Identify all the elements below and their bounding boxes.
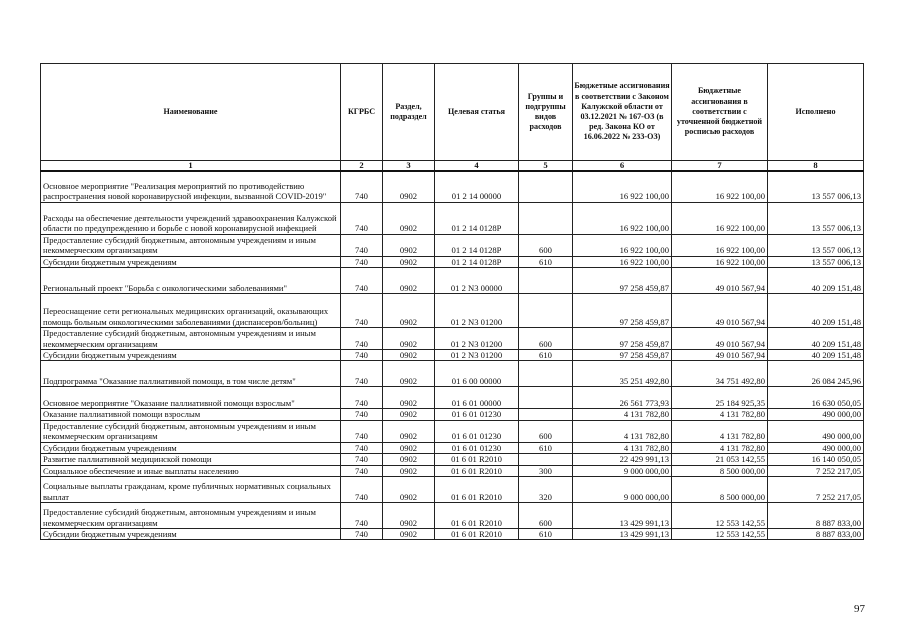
row-name: Субсидии бюджетным учреждениям bbox=[41, 349, 341, 360]
row-refined-amount: 16 922 100,00 bbox=[672, 256, 768, 267]
row-kgrbs: 740 bbox=[341, 361, 383, 387]
table-row bbox=[41, 202, 864, 234]
row-group: 600 bbox=[519, 234, 573, 256]
row-refined-amount: 12 553 142,55 bbox=[672, 502, 768, 528]
row-name: Субсидии бюджетным учреждениям bbox=[41, 442, 341, 453]
table-row bbox=[41, 442, 864, 453]
row-executed-amount: 40 209 151,48 bbox=[768, 293, 864, 327]
row-group: 600 bbox=[519, 502, 573, 528]
table-row bbox=[41, 327, 864, 349]
row-refined-amount: 16 922 100,00 bbox=[672, 234, 768, 256]
row-target: 01 2 14 0128Р bbox=[435, 256, 519, 267]
row-executed-amount: 13 557 006,13 bbox=[768, 202, 864, 234]
table-row bbox=[41, 502, 864, 528]
table-row bbox=[41, 234, 864, 256]
row-target: 01 6 01 R2010 bbox=[435, 454, 519, 465]
row-refined-amount: 4 131 782,80 bbox=[672, 409, 768, 420]
row-group: 610 bbox=[519, 442, 573, 453]
header-refined-assignments: Бюджетные ассигнования в соответствии с уточненной бюджетной росписью расходов bbox=[672, 64, 768, 161]
row-refined-amount: 49 010 567,94 bbox=[672, 349, 768, 360]
row-group: 320 bbox=[519, 476, 573, 502]
row-group bbox=[519, 202, 573, 234]
row-law-amount: 4 131 782,80 bbox=[573, 442, 672, 453]
row-executed-amount: 490 000,00 bbox=[768, 420, 864, 442]
row-section: 0902 bbox=[383, 454, 435, 465]
row-name: Субсидии бюджетным учреждениям bbox=[41, 256, 341, 267]
row-group: 610 bbox=[519, 256, 573, 267]
row-group bbox=[519, 293, 573, 327]
row-section: 0902 bbox=[383, 234, 435, 256]
row-group: 610 bbox=[519, 528, 573, 539]
row-section: 0902 bbox=[383, 267, 435, 293]
budget-table bbox=[40, 63, 864, 540]
row-kgrbs: 740 bbox=[341, 409, 383, 420]
row-kgrbs: 740 bbox=[341, 454, 383, 465]
row-law-amount: 97 258 459,87 bbox=[573, 327, 672, 349]
row-kgrbs: 740 bbox=[341, 528, 383, 539]
header-kgrbs: КГРБС bbox=[341, 64, 383, 161]
row-target: 01 6 00 00000 bbox=[435, 361, 519, 387]
row-law-amount: 4 131 782,80 bbox=[573, 409, 672, 420]
row-kgrbs: 740 bbox=[341, 327, 383, 349]
row-name: Предоставление субсидий бюджетным, автономным учреждениям и иным некоммерческим организациям bbox=[41, 420, 341, 442]
table-row bbox=[41, 409, 864, 420]
row-group bbox=[519, 361, 573, 387]
row-section: 0902 bbox=[383, 465, 435, 476]
column-number: 7 bbox=[672, 161, 768, 172]
column-number-row bbox=[41, 161, 864, 172]
row-law-amount: 9 000 000,00 bbox=[573, 476, 672, 502]
row-section: 0902 bbox=[383, 256, 435, 267]
row-name: Региональный проект "Борьба с онкологическими заболеваниями" bbox=[41, 267, 341, 293]
row-section: 0902 bbox=[383, 361, 435, 387]
row-kgrbs: 740 bbox=[341, 465, 383, 476]
row-section: 0902 bbox=[383, 476, 435, 502]
row-law-amount: 16 922 100,00 bbox=[573, 171, 672, 202]
row-target: 01 2 14 0128Р bbox=[435, 234, 519, 256]
row-law-amount: 97 258 459,87 bbox=[573, 267, 672, 293]
row-target: 01 6 01 R2010 bbox=[435, 502, 519, 528]
row-refined-amount: 49 010 567,94 bbox=[672, 293, 768, 327]
row-kgrbs: 740 bbox=[341, 349, 383, 360]
row-section: 0902 bbox=[383, 171, 435, 202]
row-law-amount: 22 429 991,13 bbox=[573, 454, 672, 465]
table-row bbox=[41, 528, 864, 539]
row-law-amount: 9 000 000,00 bbox=[573, 465, 672, 476]
row-refined-amount: 25 184 925,35 bbox=[672, 387, 768, 409]
row-group bbox=[519, 267, 573, 293]
table-row bbox=[41, 387, 864, 409]
row-refined-amount: 49 010 567,94 bbox=[672, 267, 768, 293]
row-target: 01 6 01 00000 bbox=[435, 387, 519, 409]
row-target: 01 6 01 R2010 bbox=[435, 465, 519, 476]
table-row bbox=[41, 349, 864, 360]
table-row bbox=[41, 465, 864, 476]
row-executed-amount: 7 252 217,05 bbox=[768, 476, 864, 502]
row-law-amount: 4 131 782,80 bbox=[573, 420, 672, 442]
row-group bbox=[519, 409, 573, 420]
row-name: Основное мероприятие "Реализация мероприятий по противодействию распространения новой коронавирусной инфекции, вызванной COVID-2019" bbox=[41, 171, 341, 202]
row-section: 0902 bbox=[383, 442, 435, 453]
row-name: Предоставление субсидий бюджетным, автономным учреждениям и иным некоммерческим организациям bbox=[41, 327, 341, 349]
row-executed-amount: 16 630 050,05 bbox=[768, 387, 864, 409]
row-kgrbs: 740 bbox=[341, 256, 383, 267]
row-refined-amount: 8 500 000,00 bbox=[672, 465, 768, 476]
table-row bbox=[41, 256, 864, 267]
row-section: 0902 bbox=[383, 409, 435, 420]
row-law-amount: 26 561 773,93 bbox=[573, 387, 672, 409]
row-target: 01 6 01 01230 bbox=[435, 442, 519, 453]
row-refined-amount: 34 751 492,80 bbox=[672, 361, 768, 387]
row-group bbox=[519, 171, 573, 202]
header-groups: Группы и подгруппы видов расходов bbox=[519, 64, 573, 161]
row-target: 01 6 01 R2010 bbox=[435, 476, 519, 502]
row-executed-amount: 490 000,00 bbox=[768, 442, 864, 453]
header-name: Наименование bbox=[41, 64, 341, 161]
row-executed-amount: 26 084 245,96 bbox=[768, 361, 864, 387]
table-row bbox=[41, 454, 864, 465]
row-executed-amount: 13 557 006,13 bbox=[768, 171, 864, 202]
row-executed-amount: 490 000,00 bbox=[768, 409, 864, 420]
row-target: 01 6 01 01230 bbox=[435, 409, 519, 420]
row-group: 300 bbox=[519, 465, 573, 476]
row-executed-amount: 40 209 151,48 bbox=[768, 267, 864, 293]
row-group: 610 bbox=[519, 349, 573, 360]
table-row bbox=[41, 293, 864, 327]
budget-sheet bbox=[40, 63, 863, 540]
header-row bbox=[41, 64, 864, 161]
row-law-amount: 35 251 492,80 bbox=[573, 361, 672, 387]
row-executed-amount: 8 887 833,00 bbox=[768, 502, 864, 528]
header-target: Целевая статья bbox=[435, 64, 519, 161]
table-row bbox=[41, 267, 864, 293]
column-number: 2 bbox=[341, 161, 383, 172]
row-target: 01 2 N3 01200 bbox=[435, 327, 519, 349]
row-target: 01 2 14 00000 bbox=[435, 171, 519, 202]
row-target: 01 2 14 0128Р bbox=[435, 202, 519, 234]
row-section: 0902 bbox=[383, 502, 435, 528]
row-refined-amount: 4 131 782,80 bbox=[672, 420, 768, 442]
row-kgrbs: 740 bbox=[341, 442, 383, 453]
row-kgrbs: 740 bbox=[341, 234, 383, 256]
row-law-amount: 97 258 459,87 bbox=[573, 349, 672, 360]
row-kgrbs: 740 bbox=[341, 387, 383, 409]
row-name: Предоставление субсидий бюджетным, автономным учреждениям и иным некоммерческим организациям bbox=[41, 502, 341, 528]
column-number: 5 bbox=[519, 161, 573, 172]
row-section: 0902 bbox=[383, 387, 435, 409]
row-executed-amount: 7 252 217,05 bbox=[768, 465, 864, 476]
row-name: Подпрограмма "Оказание паллиативной помощи, в том числе детям" bbox=[41, 361, 341, 387]
row-law-amount: 13 429 991,13 bbox=[573, 528, 672, 539]
row-name: Развитие паллиативной медицинской помощи bbox=[41, 454, 341, 465]
row-section: 0902 bbox=[383, 202, 435, 234]
row-refined-amount: 16 922 100,00 bbox=[672, 202, 768, 234]
row-section: 0902 bbox=[383, 349, 435, 360]
row-group: 600 bbox=[519, 420, 573, 442]
header-section: Раздел, подраздел bbox=[383, 64, 435, 161]
row-refined-amount: 49 010 567,94 bbox=[672, 327, 768, 349]
table-row bbox=[41, 476, 864, 502]
row-executed-amount: 8 887 833,00 bbox=[768, 528, 864, 539]
row-name: Расходы на обеспечение деятельности учреждений здравоохранения Калужской области по предупреждению и борьбе с новой коронавирусной инфекцией bbox=[41, 202, 341, 234]
row-kgrbs: 740 bbox=[341, 202, 383, 234]
row-name: Оказание паллиативной помощи взрослым bbox=[41, 409, 341, 420]
row-kgrbs: 740 bbox=[341, 476, 383, 502]
row-kgrbs: 740 bbox=[341, 420, 383, 442]
row-name: Переоснащение сети региональных медицинских организаций, оказывающих помощь больным онкологическими заболеваниями (диспансеров/больниц) bbox=[41, 293, 341, 327]
column-number: 1 bbox=[41, 161, 341, 172]
row-law-amount: 16 922 100,00 bbox=[573, 202, 672, 234]
row-executed-amount: 40 209 151,48 bbox=[768, 327, 864, 349]
row-name: Социальное обеспечение и иные выплаты населению bbox=[41, 465, 341, 476]
row-refined-amount: 21 053 142,55 bbox=[672, 454, 768, 465]
row-law-amount: 16 922 100,00 bbox=[573, 234, 672, 256]
row-refined-amount: 12 553 142,55 bbox=[672, 528, 768, 539]
row-kgrbs: 740 bbox=[341, 171, 383, 202]
row-law-amount: 97 258 459,87 bbox=[573, 293, 672, 327]
row-group bbox=[519, 387, 573, 409]
column-number: 6 bbox=[573, 161, 672, 172]
row-section: 0902 bbox=[383, 420, 435, 442]
table-row bbox=[41, 171, 864, 202]
row-name: Социальные выплаты гражданам, кроме публичных нормативных социальных выплат bbox=[41, 476, 341, 502]
row-law-amount: 16 922 100,00 bbox=[573, 256, 672, 267]
row-name: Предоставление субсидий бюджетным, автономным учреждениям и иным некоммерческим организациям bbox=[41, 234, 341, 256]
row-kgrbs: 740 bbox=[341, 502, 383, 528]
row-section: 0902 bbox=[383, 528, 435, 539]
row-kgrbs: 740 bbox=[341, 267, 383, 293]
page-number: 97 bbox=[854, 603, 865, 615]
row-target: 01 6 01 R2010 bbox=[435, 528, 519, 539]
row-group bbox=[519, 454, 573, 465]
column-number: 8 bbox=[768, 161, 864, 172]
row-target: 01 2 N3 01200 bbox=[435, 293, 519, 327]
row-refined-amount: 4 131 782,80 bbox=[672, 442, 768, 453]
row-executed-amount: 13 557 006,13 bbox=[768, 234, 864, 256]
row-law-amount: 13 429 991,13 bbox=[573, 502, 672, 528]
row-refined-amount: 16 922 100,00 bbox=[672, 171, 768, 202]
row-executed-amount: 13 557 006,13 bbox=[768, 256, 864, 267]
row-section: 0902 bbox=[383, 293, 435, 327]
row-name: Основное мероприятие "Оказание паллиативной помощи взрослым" bbox=[41, 387, 341, 409]
header-law-assignments: Бюджетные ассигнования в соответствии с Законом Калужской области от 03.12.2021 № 167-ОЗ (в ред. Закона КО от 16.06.2022 № 233-ОЗ) bbox=[573, 64, 672, 161]
column-number: 3 bbox=[383, 161, 435, 172]
row-target: 01 2 N3 01200 bbox=[435, 349, 519, 360]
column-number: 4 bbox=[435, 161, 519, 172]
header-executed: Исполнено bbox=[768, 64, 864, 161]
row-target: 01 2 N3 00000 bbox=[435, 267, 519, 293]
row-name: Субсидии бюджетным учреждениям bbox=[41, 528, 341, 539]
row-executed-amount: 40 209 151,48 bbox=[768, 349, 864, 360]
row-group: 600 bbox=[519, 327, 573, 349]
row-executed-amount: 16 140 050,05 bbox=[768, 454, 864, 465]
row-refined-amount: 8 500 000,00 bbox=[672, 476, 768, 502]
row-section: 0902 bbox=[383, 327, 435, 349]
row-kgrbs: 740 bbox=[341, 293, 383, 327]
row-target: 01 6 01 01230 bbox=[435, 420, 519, 442]
table-row bbox=[41, 361, 864, 387]
table-row bbox=[41, 420, 864, 442]
